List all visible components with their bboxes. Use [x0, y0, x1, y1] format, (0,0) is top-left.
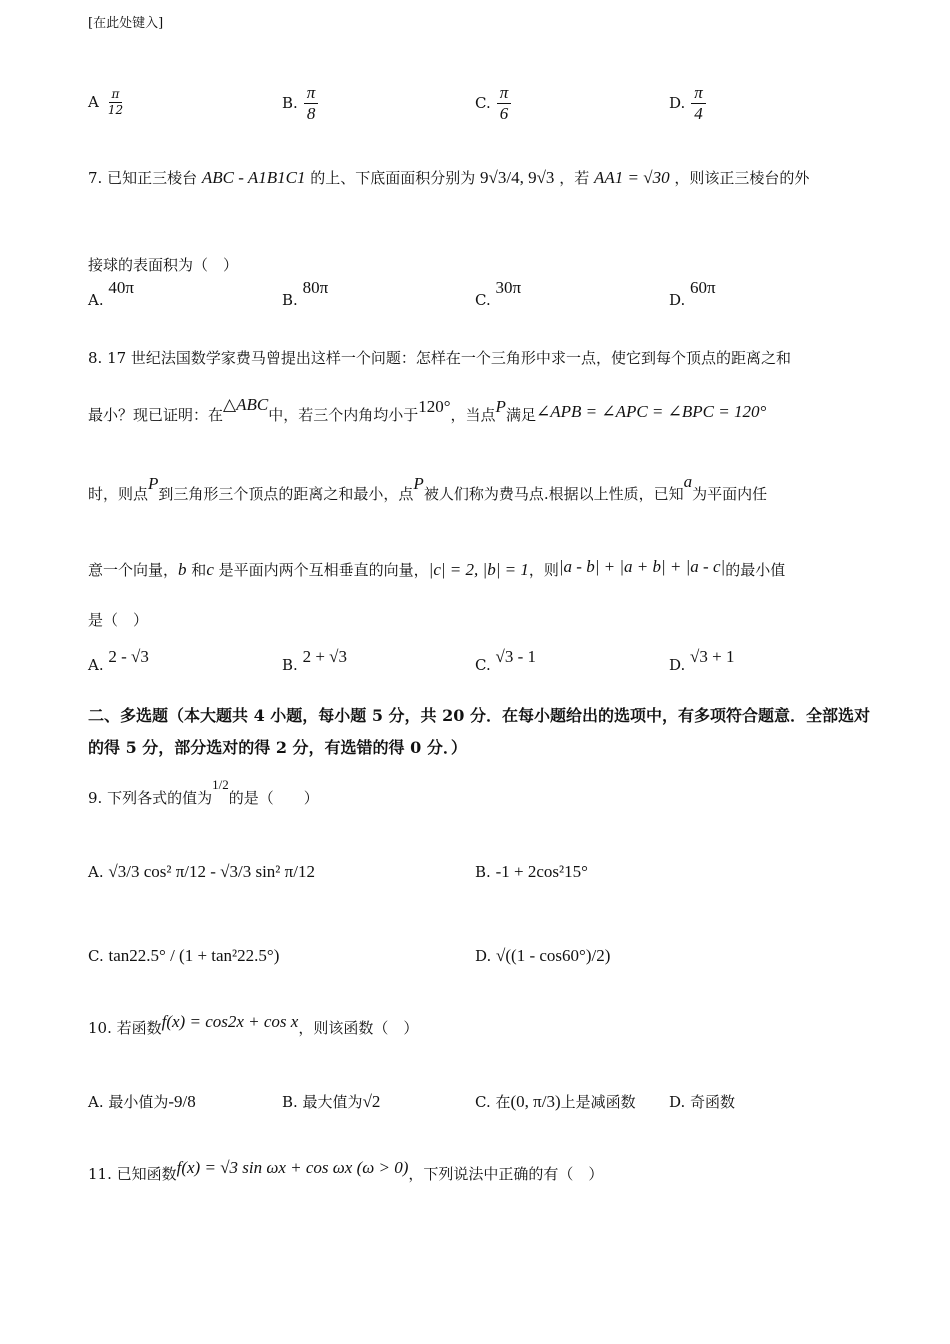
question-10: 10. 若函数f(x) = cos2x + cos x，则该函数（ ） — [88, 1012, 419, 1037]
q7-solid: ABC - A1B1C1 — [201, 168, 306, 187]
q6-option-b[interactable]: B. $\frac{\pi}{8}$ — [282, 84, 318, 123]
q7-option-c[interactable]: C. 30π — [475, 278, 522, 309]
section-2-heading: 二、多选题（本大题共 4 小题，每小题 5 分，共 20 分．在每小题给出的选项中，有多项符合题意．全部选对的得 5 分，部分选对的得 2 分，有选错的得 0 分．） — [88, 706, 870, 757]
q10-option-b[interactable]: B. 最大值为√2 — [282, 1092, 381, 1111]
q10-option-a[interactable]: A. 最小值为-9/8 — [88, 1092, 196, 1111]
q7-option-d[interactable]: D. 60π — [669, 278, 716, 309]
question-11: 11. 已知函数f(x) = √3 sin ωx + cos ωx (ω > 0)，下列说法中正确的有（ ） — [88, 1158, 604, 1183]
q6-option-d[interactable]: D. $\frac{\pi}{4}$ — [669, 84, 706, 123]
q10-option-c[interactable]: C. 在(0, π/3)上是减函数 — [475, 1092, 636, 1111]
q6-option-c[interactable]: C. $\frac{\pi}{6}$ — [475, 84, 511, 123]
q8-line-1: 8. 17 世纪法国数学家费马曾提出这样一个问题：怎样在一个三角形中求一点，使它到每个顶点的距离之和 — [88, 349, 791, 367]
q8-option-b[interactable]: B. 2 + √3 — [282, 647, 347, 674]
q7-edge: AA1 = √30 — [594, 168, 670, 187]
question-7: 7. 已知正三棱台 ABC - A1B1C1 的上、下底面面积分别为 9√3/4, 9√3 ，若 AA1 = √30 ，则该正三棱台的外 — [88, 168, 810, 187]
q11-function: f(x) = √3 sin ωx + cos ωx (ω > 0) — [176, 1158, 409, 1177]
q10-function: f(x) = cos2x + cos x — [161, 1012, 299, 1031]
q7-option-a[interactable]: A. 40π — [88, 278, 134, 309]
q8-option-a[interactable]: A. 2 - √3 — [88, 647, 149, 674]
q9-option-d[interactable]: D. √((1 - cos60°)/2) — [475, 946, 611, 965]
q9-half: 1/2 — [212, 777, 229, 792]
q9-option-c[interactable]: C. tan22.5° / (1 + tan²22.5°) — [88, 946, 280, 965]
q8-line-2: 最小？现已证明：在△ABC中，若三个内角均小于120°，当点P满足∠APB = ∠APC = ∠BPC = 120° — [88, 395, 767, 424]
q6-option-a[interactable]: A $\frac{\pi}{12}$ — [88, 88, 126, 116]
q10-option-d[interactable]: D. 奇函数 — [669, 1093, 736, 1111]
q6-option-b-value: $\frac{\pi}{8}$ — [304, 84, 319, 123]
q7-line-2: 接球的表面积为（ ） — [88, 256, 239, 274]
q6-option-c-value: $\frac{\pi}{6}$ — [497, 84, 512, 123]
q8-line-4: 意一个向量，b 和c 是平面内两个互相垂直的向量，|c| = 2, |b| = 1，则|a - b| + |a + b| + |a - c|的最小值 — [88, 557, 786, 579]
question-9: 9. 下列各式的值为1/2的是（ ） — [88, 777, 319, 807]
q8-option-d[interactable]: D. √3 + 1 — [669, 647, 735, 674]
q7-option-b[interactable]: B. 80π — [282, 278, 329, 309]
q8-line-3: 时，则点P到三角形三个顶点的距离之和最小，点P被人们称为费马点.根据以上性质，已知a为平面内任 — [88, 472, 768, 503]
q8-option-c[interactable]: C. √3 - 1 — [475, 647, 536, 674]
q7-areas: 9√3/4, 9√3 — [480, 168, 555, 187]
q9-option-b[interactable]: B. -1 + 2cos²15° — [475, 862, 588, 881]
q6-option-d-value: $\frac{\pi}{4}$ — [691, 84, 706, 123]
q9-option-a[interactable]: A. √3/3 cos² π/12 - √3/3 sin² π/12 — [88, 862, 315, 881]
q8-line-5: 是（ ） — [88, 611, 149, 629]
q6-option-a-value: $\frac{\pi}{12}$ — [107, 87, 124, 117]
page-header: [在此处键入] — [88, 16, 164, 31]
